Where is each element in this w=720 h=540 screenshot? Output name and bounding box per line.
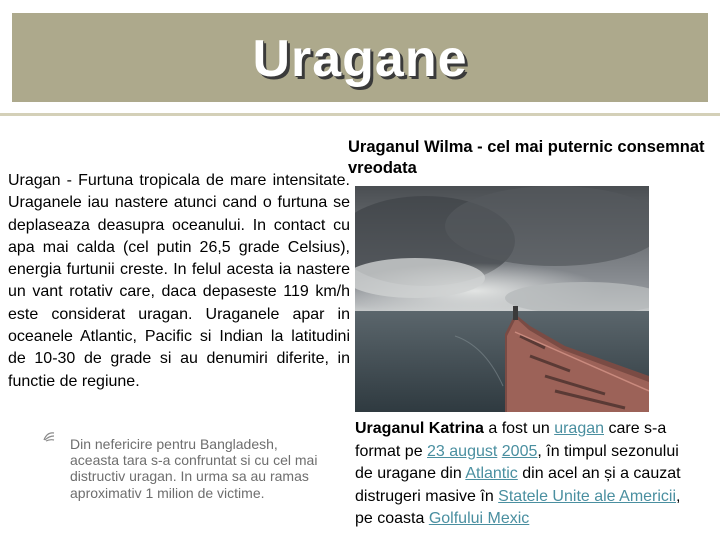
katrina-bold-label: Uraganul Katrina — [355, 420, 484, 437]
link-uragan[interactable]: uragan — [554, 420, 605, 437]
katrina-text: , în timpul sezonului de uragane din — [355, 442, 679, 482]
bullet-paragraph: Din nefericire pentru Bangladesh, aceasta tara s-a confruntat si cu cel mai distructiv uragan. In urma sa au ramas aproximativ 1 milion de victime. — [70, 436, 318, 501]
link-atlantic[interactable]: Atlantic — [465, 465, 518, 482]
link-golfului-mexic[interactable]: Golfului Mexic — [428, 510, 530, 527]
katrina-text: , pe coasta — [355, 487, 681, 527]
link-2005[interactable]: 2005 — [501, 442, 538, 460]
katrina-text: care s-a format pe — [355, 420, 667, 460]
storm-ship-photo — [355, 186, 649, 412]
katrina-paragraph — [355, 418, 700, 531]
decorative-bullet-icon — [42, 430, 56, 444]
intro-paragraph: Uragan - Furtuna tropicala de mare intensitate. Uraganele iau nastere atunci cand o furtuna se deplaseaza deasupra oceanului. In contact cu apa mai calda (cel putin 26,5 grade Celsius), energia furtunii creste. In felul acesta ia nastere un vant rotativ care, daca depaseste 119 km/h este considerat uragan. Uraganele apar in oceanele Atlantic, Pacific si Indian la latitudini de 10-30 de grade si au denumiri diferite, in functie de regiune. — [8, 172, 350, 390]
link-statele-unite[interactable]: Statele Unite ale Americii — [498, 487, 677, 505]
storm-ship-image — [355, 186, 649, 412]
katrina-text: din acel an și a cauzat distrugeri masive în — [355, 465, 681, 505]
katrina-text: a fost un — [483, 420, 555, 437]
slide-title: Uragane — [252, 30, 468, 88]
header-band — [0, 0, 720, 128]
header-divider — [0, 113, 720, 116]
link-23-august[interactable]: 23 august — [427, 442, 498, 460]
photo-caption: Uraganul Wilma - cel mai puternic consemnat vreodata — [348, 138, 705, 177]
